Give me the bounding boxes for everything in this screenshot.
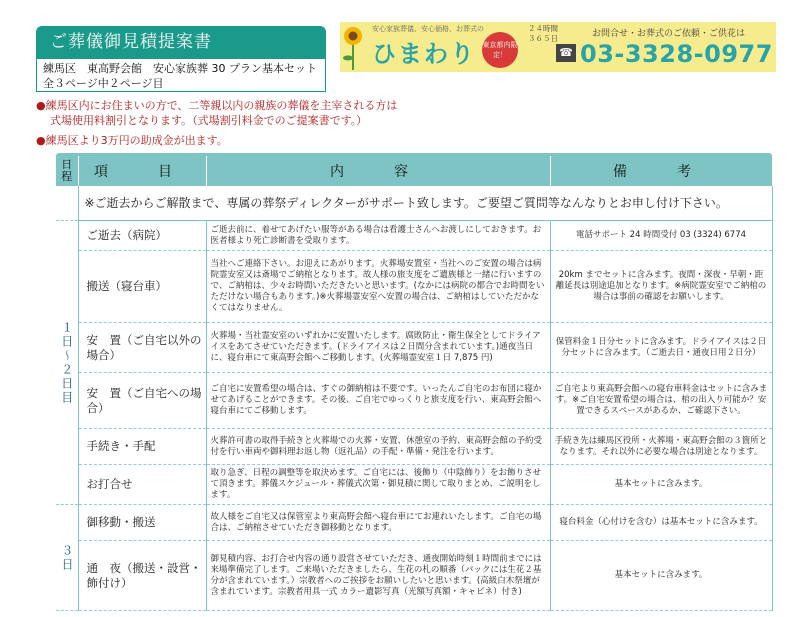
schedule-table [56,156,772,611]
item-cell: 御移動・搬送 [78,505,206,541]
page-counter: 全３ページ中２ページ目 [43,77,164,90]
day-label-1-2: １日〜２日目 [56,221,78,505]
item-cell: 通 夜（搬送・設営・飾付け） [78,541,206,611]
header-remarks: 備 考 [550,156,772,186]
table-row [56,373,772,429]
header-item: 項 目 [78,156,206,186]
item-cell: ご逝去（病院） [78,221,206,251]
content-cell: ご自宅に安置希望の場合は、すぐの御納棺は不要です。いったんご自宅のお布団に寝かせてあげることができます。その後、ご自宅でゆっくりと旅支度を行い、東高野会館へ寝台車にてご移動します。 [206,373,550,429]
notice-text: ※ご逝去からご解散まで、専属の葬祭ディレクターがサポート致します。ご要望ご質問等なんなりとお申し付け下さい。 [78,186,772,221]
contact-label: お問合せ・お葬式のご依頼・ご供花は [592,29,746,39]
item-cell: 搬送（寝台車） [78,251,206,323]
header-content: 内 容 [206,156,550,186]
table-row [56,251,772,323]
notice-day-cell [56,186,78,221]
content-cell: 火葬場・当社霊安室のいずれかに安置いたします。腐敗防止・衛生保全としてドライアイスをあてさせていただきます。(ドライアイスは２日間分含まれています。)通夜当日に、寝台車にて東高野会館へご移動します。(火葬場霊安室１日 7,875 円) [206,323,550,373]
note-subsidy: ●練馬区より3万円の助成金が出ます。 [36,134,228,147]
remarks-cell: 20km までセットに含みます。夜間・深夜・早朝・距離延長は別途追加となります。※病院霊安室でご納棺の場合は事前の確認をお願いします。 [550,251,772,323]
remarks-cell: 寝台料金（心付けを含む）は基本セットに含みます。 [550,505,772,541]
table-row [56,541,772,611]
remarks-cell: 電話サポート 24 時間受付 03 (3324) 6774 [550,221,772,251]
content-cell: 故人様をご自宅又は保管室より東高野会館へ寝台車にてお連れいたします。ご自宅の場合は、ご納棺させていただき御移動となります。 [206,505,550,541]
item-cell: 安 置（ご自宅以外の場合） [78,323,206,373]
header-day: 日程 [56,156,78,186]
phone-icon: ☎ [556,44,576,62]
note-discount: ●練馬区内にお住まいの方で、二等親以内の親族の葬儀を主宰される方は [36,99,398,112]
content-cell: ご逝去前に、着せてあげたい服等がある場合は看護士さんへお渡しにしておきます。お医者様より死亡診断書を受取ります。 [206,221,550,251]
page-title: ご葬儀御見積提案書 [36,26,326,58]
content-cell: 火葬許可書の取得手続きと火葬場での火葬・安置、休憩室の予約、東高野会館の予約受付を行い車両や御料理お返し物（返礼品）の手配・準備・発注を行います。 [206,429,550,465]
day-label-3: ３日 [56,505,78,611]
hours-365: ３６５日 [528,34,558,43]
remarks-cell: 保管料金１日分セットに含みます。ドライアイスは２日分セットに含みます。（ご逝去日・通夜日用２日分） [550,323,772,373]
sunflower-icon [340,24,366,70]
remarks-cell: 基本セットに含みます。 [550,465,772,505]
item-cell: お打合せ [78,465,206,505]
table-header-row [56,156,772,186]
phone-number[interactable]: 03-3328-0977 [580,40,773,68]
note-discount-detail: 式場使用料割引となります。（式場割引料金でのご提案書です。） [50,114,368,127]
item-cell: 手続き・手配 [78,429,206,465]
content-cell: 取り急ぎ、日程の調整等を取決めます。ご自宅には、後飾り（中陰飾り）をお飾りさせて頂きます。葬儀スケジュール・葬儀式次第・御見積に関して取りまとめ、ご説明をします。 [206,465,550,505]
region-badge: 東京都内限定！ [482,32,518,68]
brand-tagline: 安心家族葬儀、安心価格、お葬式の [372,25,484,33]
remarks-cell: 基本セットに含みます。 [550,541,772,611]
table-row [56,221,772,251]
content-cell: 当社へご連絡下さい。お迎えにあがります。火葬場安置室・当社へのご安置の場合は病院霊安室又は斎場でご納棺となります。故人様の旅支度をご遺族様と一緒に行いますので、ご納棺は、少々お時間いただきたいと思います。(なかには病院の都合でお時間をいただけない場合もあります。)※火葬場霊安室へ安置の場合は、ご納棺はしていただかなくてはなりません。 [206,251,550,323]
remarks-cell: ご自宅より東高野会館への寝台車料金はセットに含みます。※ご自宅安置希望の場合は、棺の出入り可能か？安置できるスペースがあるか、ご確認下さい。 [550,373,772,429]
notice-row [56,186,772,221]
table-row [56,505,772,541]
hours-label [528,24,558,44]
hours-24: ２４時間 [528,24,558,33]
table-row [56,465,772,505]
plan-name: 練馬区 東高野会館 安心家族葬 30 プラン基本セット [43,62,317,75]
table-row [56,429,772,465]
content-cell: 御見積内容、お打合せ内容の通り設営させていただき、通夜開始時刻１時間前までには来場準備完了します。ご来場いただきましたら、生花の札の順番（パックには生花２基分が含まれています。）宗教者へのご挨拶をお願いしたいと思います。(高級白木祭壇が含まれています。宗教者用具一式 カラー遺影写真（光額写真額・キャビネ）付き) [206,541,550,611]
item-cell: 安 置（ご自宅への場合） [78,373,206,429]
table-row [56,323,772,373]
brand-name: ひまわり [372,40,476,68]
remarks-cell: 手続き先は練馬区役所・火葬場・東高野会館の３箇所となります。それ以外に必要な場合は別途となります。 [550,429,772,465]
plan-subtitle [36,58,326,92]
